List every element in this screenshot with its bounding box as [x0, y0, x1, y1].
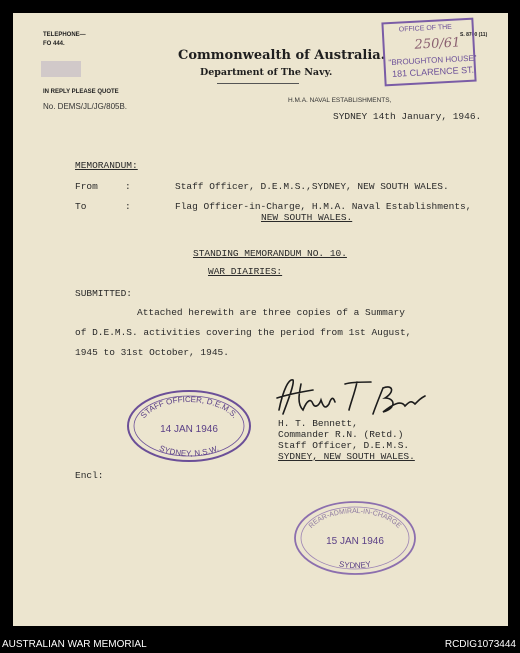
- standing-memo-title: STANDING MEMORANDUM NO. 10.: [193, 248, 347, 259]
- admiral-stamp-top: REAR-ADMIRAL-IN-CHARGE: [307, 507, 403, 530]
- staff-stamp-top: STAFF OFFICER, D.E.M.S.: [138, 394, 240, 421]
- office-stamp-line3: 181 CLARENCE ST.: [391, 64, 475, 79]
- office-stamp-line1: OFFICE OF THE: [398, 23, 453, 34]
- body-line3: 1945 to 31st October, 1945.: [75, 347, 229, 358]
- office-stamp-line2: "BROUGHTON HOUSE": [388, 53, 477, 68]
- footer-source: AUSTRALIAN WAR MEMORIAL: [2, 639, 147, 650]
- staff-stamp-bottom: SYDNEY, N.S.W.: [158, 443, 220, 459]
- reply-label: IN REPLY PLEASE QUOTE: [43, 89, 119, 95]
- signer-name: H. T. Bennett,: [278, 418, 358, 429]
- footer-record-id: RCDIG1073444: [444, 639, 516, 650]
- department-name: Department of The Navy.: [200, 67, 333, 78]
- office-received-stamp: [381, 18, 476, 87]
- body-line1: Attached herewith are three copies of a Summary: [137, 307, 405, 318]
- submitted-label: SUBMITTED:: [75, 288, 133, 299]
- admiral-stamp-bottom: SYDNEY: [338, 559, 372, 571]
- letterhead-rule: [217, 83, 299, 84]
- org-name: Commonwealth of Australia.: [178, 48, 386, 63]
- signer-rank: Commander R.N. (Retd.): [278, 429, 404, 440]
- archive-footer: [0, 638, 520, 653]
- place-date: SYDNEY 14th January, 1946.: [333, 111, 482, 122]
- signer-title: Staff Officer, D.E.M.S.: [278, 440, 410, 451]
- to-label: To: [75, 201, 87, 212]
- memo-heading: MEMORANDUM:: [75, 160, 138, 171]
- telephone-number: FO 444.: [43, 41, 65, 47]
- establishment-name: H.M.A. NAVAL ESTABLISHMENTS,: [288, 97, 392, 104]
- form-reference: S. 8700 (11): [460, 32, 488, 38]
- to-value-line1: Flag Officer-in-Charge, H.M.A. Naval Establishments,: [175, 201, 472, 212]
- from-colon: :: [125, 181, 131, 192]
- telephone-label: TELEPHONE—: [43, 32, 86, 38]
- from-value: Staff Officer, D.E.M.S.,SYDNEY, NEW SOUTH WALES.: [175, 181, 449, 192]
- signer-place: SYDNEY, NEW SOUTH WALES.: [278, 451, 415, 462]
- staff-officer-date-stamp: [125, 388, 253, 464]
- handwritten-signature: [271, 370, 431, 420]
- staff-stamp-date: 14 JAN 1946: [160, 424, 218, 435]
- subject-line: WAR DIAIRIES:: [208, 266, 283, 277]
- reply-reference: No. DEMS/JL/JG/805B.: [43, 102, 128, 111]
- to-colon: :: [125, 201, 131, 212]
- body-line2: of D.E.M.S. activities covering the period from 1st August,: [75, 327, 412, 338]
- admiral-stamp-date: 15 JAN 1946: [326, 536, 384, 547]
- enclosure-label: Encl:: [75, 470, 104, 481]
- ink-smudge: [41, 61, 81, 77]
- to-value-line2: NEW SOUTH WALES.: [261, 212, 353, 223]
- from-label: From: [75, 181, 98, 192]
- rear-admiral-date-stamp: [293, 498, 417, 576]
- office-stamp-number: 250/61: [414, 35, 461, 53]
- document-page: [13, 13, 508, 626]
